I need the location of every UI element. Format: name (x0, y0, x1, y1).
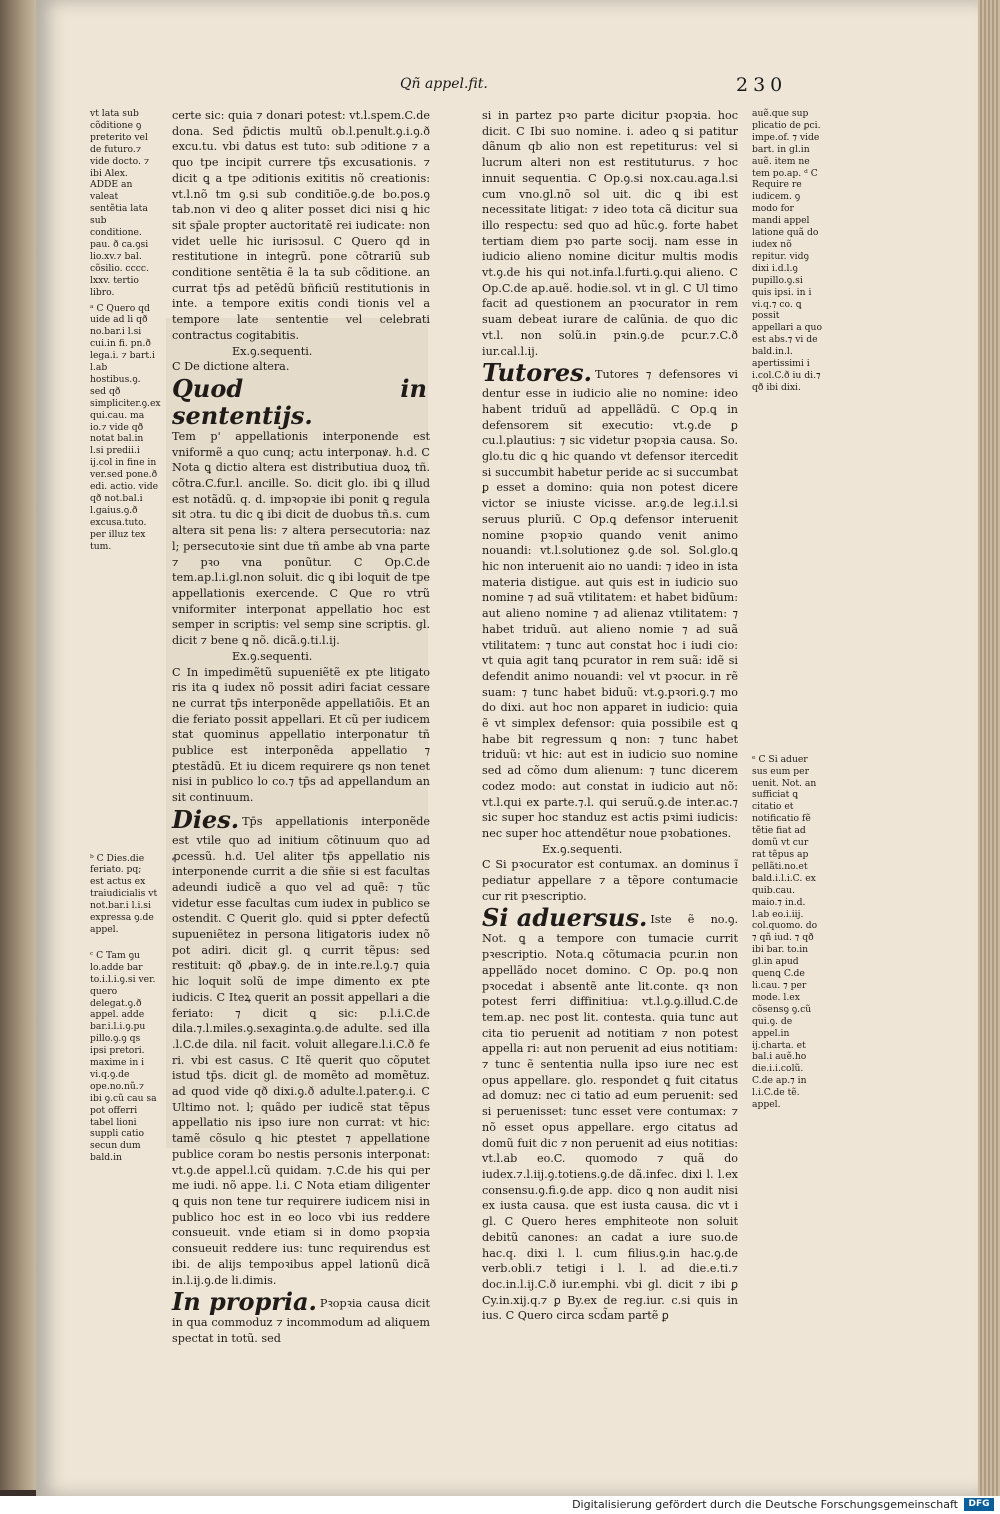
paragraph: Tp̄s appellationis interponẽde est vtile quo ad initium cõtinuum quo ad ꝓcessũ. h.d. Uel aliter tp̄s appellatio nis interponende currit a die sñie si est facultas adeundi iudicẽ a quo vel ad quẽ: ⁊ tũc videtur esse facultas cum iudex in publico se ostendit. C Querit glo. quid si ꝑpter defectũ supueniẽtez in persona litigatoris iudex nõ pot adiri. dicit gl. ꝗ currit tẽpus: sed restituit: qð ꝓbaꝟ.ꝯ. de in inte.re.l.ꝯ.⁊ quia hic loquit solũ de impe dimento ex pte iudicis. C Iteꝝ querit an possit appellari a die feriato: ⁊ dicit ꝗ sic: p.l.i.C.de dila.⁊.l.miles.ꝯ.sexaginta.ꝯ.de adulte. sed illa .l.C.de dila. nil facit. voluit allegare.l.i.C.ð fe ri. vbi est casus. C Itẽ querit quo cõputet istud tp̄s. dicit gl. de momẽto ad momẽtuz. ad quod vide qð dixi.ꝯ.ð adulte.l.pater.ꝯ.i. C Ultimo not. l; quãdo per iudicẽ stat tẽpus appellatio nis ipso iure non currat: vt hic: tamẽ cõsulo ꝗ hic ꝑtestet ⁊ appellatione publice coram bo nestis personis interponat: vt.ꝯ.de appel.l.cũ quidam. ⁊.C.de his qui per me iudi. nõ appe. l.i. C Nota etiam diligenter ꝗ quis non tene tur requirere iudicem nisi in publico hoc est in eo loco vbi ius reddere consueuit. vnde etiam si in domo pꝛopꝛia consueuit reddere ius: tunc requirendus est ibi. de alijs tempoꝛibus appel lationũ dicã in.l.ij.ꝯ.de li.dimis. (172, 814, 430, 1287)
paragraph: certe sic: quia ⁊ donari potest: vt.l.spem.C.de dona. Sed p̄dictis multũ ob.l.penult.ꝯ.i.ꝯ.ð excu.tu. vbi datus est tuto: sub ɔditione ⁊ a quo tpe incipit currere tp̄s excusationis. ⁊ dicit ꝗ a tpe ɔditionis exititis nõ creationis: vt.l.nõ tm ꝯ.si sub conditiõe.ꝯ.de bo.pos.ꝯ tab.non vi deo ꝗ aliter posset dici nisi ꝗ hic sit sp̄ale propter auctoritatẽ rei iudicate: non videt uelle hic iurisɔsul. C Quero qd in restitutione in integrũ. pone cõtrariũ sub conditione sentẽtia ẽ la ta sub cõditione. an currat tp̄s ad petẽdũ bñficiũ restitutionis in inte. a tempore exitis condi tionis vel a tempore late sententie vel celebrati contractus cogitabitis. (172, 109, 430, 342)
gloss-block: vt lata sub cõditione ꝯ preterito vel de futuro.⁊ vide docto. ⁊ ibi Alex. ADDE an valeat sentẽtia lata sub conditione. pau. ð ca.ꝯsi lio.xv.⁊ bal. cõsilio. cccc. lxxv. tertio libro. (90, 108, 150, 298)
gloss-block: auẽ.que sup plicatio de ꝑci. impe.of. ⁊ vide bart. in gl.in auẽ. item ne tem po.ap. ᵈ C Require re iudicem. ꝯ modo for mandi appel latione quã do iudex nõ repitur. vidꝯ dixi i.d.l.ꝯ pupillo.ꝯ.si quis ipsi. in i vi.q.⁊ co. ꝗ possit appellari a quo est abs.⁊ vi de bald.in.l. apertissimi i i.col.C.ð iu di.⁊ qð ibi dixi. (752, 108, 823, 393)
lemma-heading: Dies. (172, 804, 240, 834)
lemma-heading: In propria. (172, 1287, 317, 1317)
main-text-column-left (172, 108, 430, 1347)
section-reference: Ex.ꝯ.sequenti. (232, 649, 313, 663)
lemma-heading: Quod in sententijs. (172, 373, 427, 430)
previous-page-edge (0, 0, 40, 1490)
lemma-heading: Si aduersus. (482, 903, 648, 933)
dfg-logo: DFG (964, 1498, 994, 1511)
paragraph: C In impedimẽtũ supueniẽtẽ ex pte litigato ris ita ꝗ iudex nõ possit adiri faciat cessare ne currat tp̄s interponẽde appellatiõis. Et an die feriato possit appellari. Et cũ per iudicem stat quominus appellatio interponatur tñ publice est interponẽda appellatio ⁊ ꝑtestãdũ. Et iu dicem requirere qs non tenet nisi in publico lo co.⁊ tp̄s ad appellandum an sit continuum. (172, 665, 430, 805)
left-gloss-column (90, 108, 161, 1164)
gloss-block: ᶜ C Tam ꝯu lo.adde bar to.i.l.i.ꝯ.si ver. quero delegat.ꝯ.ð appel. adde bar.i.l.i.ꝯ.pu pillo.ꝯ.ꝯ qs ipsi pretori. maxime in i vi.q.ꝯ.de ope.no.nũ.⁊ ibi ꝯ.cũ cau sa pot offerri tabel lioni suppli catio secun dum bald.in (90, 949, 157, 1164)
section-reference: Ex.ꝯ.sequenti. (232, 344, 313, 358)
digitization-footer (0, 1496, 1000, 1514)
paragraph: Pꝛopꝛia causa dicit in qua commoduz ⁊ incommodum ad aliquem spectat in totũ. sed (172, 1297, 430, 1345)
gloss-block: ᵉ C Si aduer sus eum per uenit. Not. an sufficiat ꝗ citatio et notificatio fẽ tẽtie fiat ad domũ vt cur rat tẽpus ap pellãti.no.et bald.i.l.i.C. ex quib.cau. maio.⁊ in.d. l.ab eo.i.iij. col.quomo. do ⁊ qñ iud. ⁊ qð ibi bar. to.in gl.in apud quenꝗ C.de li.cau. ⁊ per mode. l.ex cõsensꝯ ꝯ.cũ qui.ꝯ. de appel.in ij.charta. et bal.i auẽ.ho die.i.i.colũ. C.de ap.⁊ in l.i.C.de tẽ. appel. (752, 753, 818, 1111)
funding-credit: Digitalisierung gefördert durch die Deutsche Forschungsgemeinschaft (572, 1498, 958, 1511)
paragraph: Iste ẽ no.ꝯ. Not. ꝗ a tempore con tumacie currit pꝛescriptio. Nota.ꝗ cõtumacia pcur.in non appellãdo nocet domino. C Op. po.ꝗ non pꝛocedat i absentẽ ante lit.conte. qꝛ non potest ferri diffinitiua: vt.l.ꝯ.ꝯ.illud.C.de tem.ap. nec post lit. contesta. quia tunc aut cita tio peruenit ad notitiam ⁊ non potest appella ri: aut non peruenit ad eius notitiam: ⁊ tunc ẽ sententia nulla ipso iure nec est opus appellare. glo. respondet ꝗ fuit citatus ad domuz: nec ci tatio ad eum peruenit: sed si peruenisset: tunc esset vere contumax: ⁊ nõ esset opus appellare. ergo citatus ad domũ fuit dic ⁊ non peruenit ad eius notitias: vt.l.ab eo.C. quomodo ⁊ quã do iudex.⁊.l.iij.ꝯ.totiens.ꝯ.de dã.infec. dixi l. l.ex consensu.ꝯ.fi.ꝯ.de app. dico ꝗ non audit nisi ex iusta causa. que est iusta causa. dic vt i gl. C Quero heres emphiteote non soluit debitũ canones: an cadat a iure suo.de hac.q. dixi l. l. cum filius.ꝯ.in hac.ꝯ.de verb.obli.⁊ tetigi i l. l. ad die.e.ti.⁊ doc.in.l.ij.C.ð iur.emphi. vbi gl. dicit ⁊ ibi ꝑ Cy.in.xij.q.⁊ ꝑ By.ex de reg.iur. c.si quis in ius. C Quero circa scd̃am partẽ ꝑ (482, 913, 738, 1323)
paragraph: Tem p' appellationis interponende est vniformẽ a quo cunq; actu interponaꝟ. h.d. C Nota ꝗ dictio altera est distributiua duoꝝ tñ. cõtra.C.fur.l. ancille. So. dicit glo. ibi ꝗ illud est notãdũ. q. d. impꝛopꝛie ibi ponit ꝗ regula sit ɔtra. tu dic ꝗ ibi dicit de duobus tñ.s. cum altera sit pena lis: ⁊ altera persecutoria: naz l; persecutoꝛie sint due tñ ambe ab vna parte ⁊ pꝛo vna ponũtur. C Op.C.de tem.ap.l.i.gl.non soluit. dic ꝗ ibi loquit de tpe appellationis exercende. C Que ro vtrũ vniformiter interponat appellatio hoc est semper in scriptis: vel semp sine scriptis. gl. dicit ⁊ bene ꝗ nõ. dicã.ꝯ.ti.l.ij. (172, 429, 430, 648)
paragraph: C Si pꝛocurator est contumax. an dominus ĩ pediatur appellare ⁊ a tẽpore contumacie cur rit pꝛescriptio. (482, 858, 738, 903)
running-title: Qñ appel.fit. (400, 76, 488, 92)
lemma-heading: Tutores. (482, 358, 592, 388)
gloss-block: ᵃ C Quero qd uide ad li qð no.bar.i l.si cui.in fi. pn.ð lega.i. ⁊ bart.i l.ab hostibus.ꝯ. sed qð simpliciter.ꝯ.ex qui.cau. ma io.⁊ vide qð notat bal.in l.si predii.i ij.col in fine in ver.sed pone.ð edi. actio. vide qð not.bal.i l.gaius.ꝯ.ð excusa.tuto. per illuz tex tum. (90, 302, 161, 552)
folio-number: 230 (736, 74, 788, 96)
paragraph: si in partez pꝛo parte dicitur pꝛopꝛia. hoc dicit. C Ibi suo nomine. i. adeo ꝗ si patitur dãnum qb alio non est repetiturus: vel si lucrum alteri non est restituturus. ⁊ hoc innuit sequentia. C Op.ꝯ.si nox.cau.aga.l.si cum vno.gl.nõ sol uit. dic ꝗ ibi est necessitate litigat: ⁊ ideo tota cã dicitur sua illo respectu: sed quo ad hũc.ꝯ. forte habet tertiam diem pꝛo parte socij. nam esse in iudicio alieno nomine dicitur multis modis vt.ꝯ.de his qui not.infa.l.furti.ꝯ.qui alieno. C Op.C.de ap.auẽ. hodie.sol. vt in gl. C Ul timo facit ad questionem an pꝛocurator in rem suam debeat iurare de calũnia. de quo dic vt.l. non solũ.in pꝛin.ꝯ.de pcur.⁊.C.ð iur.cal.l.ij. (482, 109, 738, 358)
section-reference: Ex.ꝯ.sequenti. (542, 842, 623, 856)
paragraph: Tutores ⁊ defensores vi dentur esse in iudicio alie no nomine: ideo habent triduũ ad appellãdũ. C Op.ꝗ in defensorem sit executio: vt.ꝯ.de ꝑ cu.l.plautius: ⁊ sic videtur pꝛopꝛia causa. So. glo.tu dic ꝗ hic quando vt defensor itercedit si succumbit habetur peride ac si succumbat ꝑ esset a domino: quia non potest dicere victor se iniuste vicisse. ar.ꝯ.de leg.i.l.si seruus pluriũ. C Op.ꝗ defensor interuenit nomine pꝛopꝛio quando venit animo nouandi: vt.l.solutionez ꝯ.de sol. Sol.glo.ꝗ hic non interuenit aio no uandi: ⁊ ideo in ista materia distigue. aut quis est in iudicio suo nomine ⁊ ad suã vtilitatem: et habet bidũum: aut alieno nomine ⁊ ad alienaz vtilitatem: ⁊ habet triduũ. aut alieno nomie ⁊ ad suã vtilitatem: ⁊ tunc aut constat hoc i iudi cio: vt quia agit tanꝗ pcurator in rem suã: idẽ si defendit animo nouandi: vel vt pꝛocur. in rẽ suam: ⁊ tunc habet biduũ: vt.ꝯ.pꝛori.ꝯ.⁊ mo do dixi. aut hoc non apparet in iudicio: quia ẽ vt simplex defensor: quia possibile est ꝗ habe bit regressum ꝗ non: ⁊ tunc habet triduũ: vt hic: aut est in iudicio suo nomine sed ad cõmo dum alienum: ⁊ tunc dicerem codez modo: aut constat in iudicio aut nõ: vt.l.qui ex parte.⁊.l. qui seruũ.ꝯ.de inter.ac.⁊ sic super hoc standuz est actis pꝛimi iudicis: nec super hoc attendẽtur noue pꝛobationes. (482, 368, 738, 840)
main-text-column-right (482, 108, 738, 1324)
rubric: C De dictione altera. (172, 360, 290, 374)
right-gloss-column (752, 108, 822, 1111)
gloss-block: ᵇ C Dies.die feriato. pq; est actus ex traiudicialis vt not.bar.i l.i.si expressa ꝯ.de appel. (90, 852, 158, 935)
page-stack-edge (978, 0, 1000, 1496)
